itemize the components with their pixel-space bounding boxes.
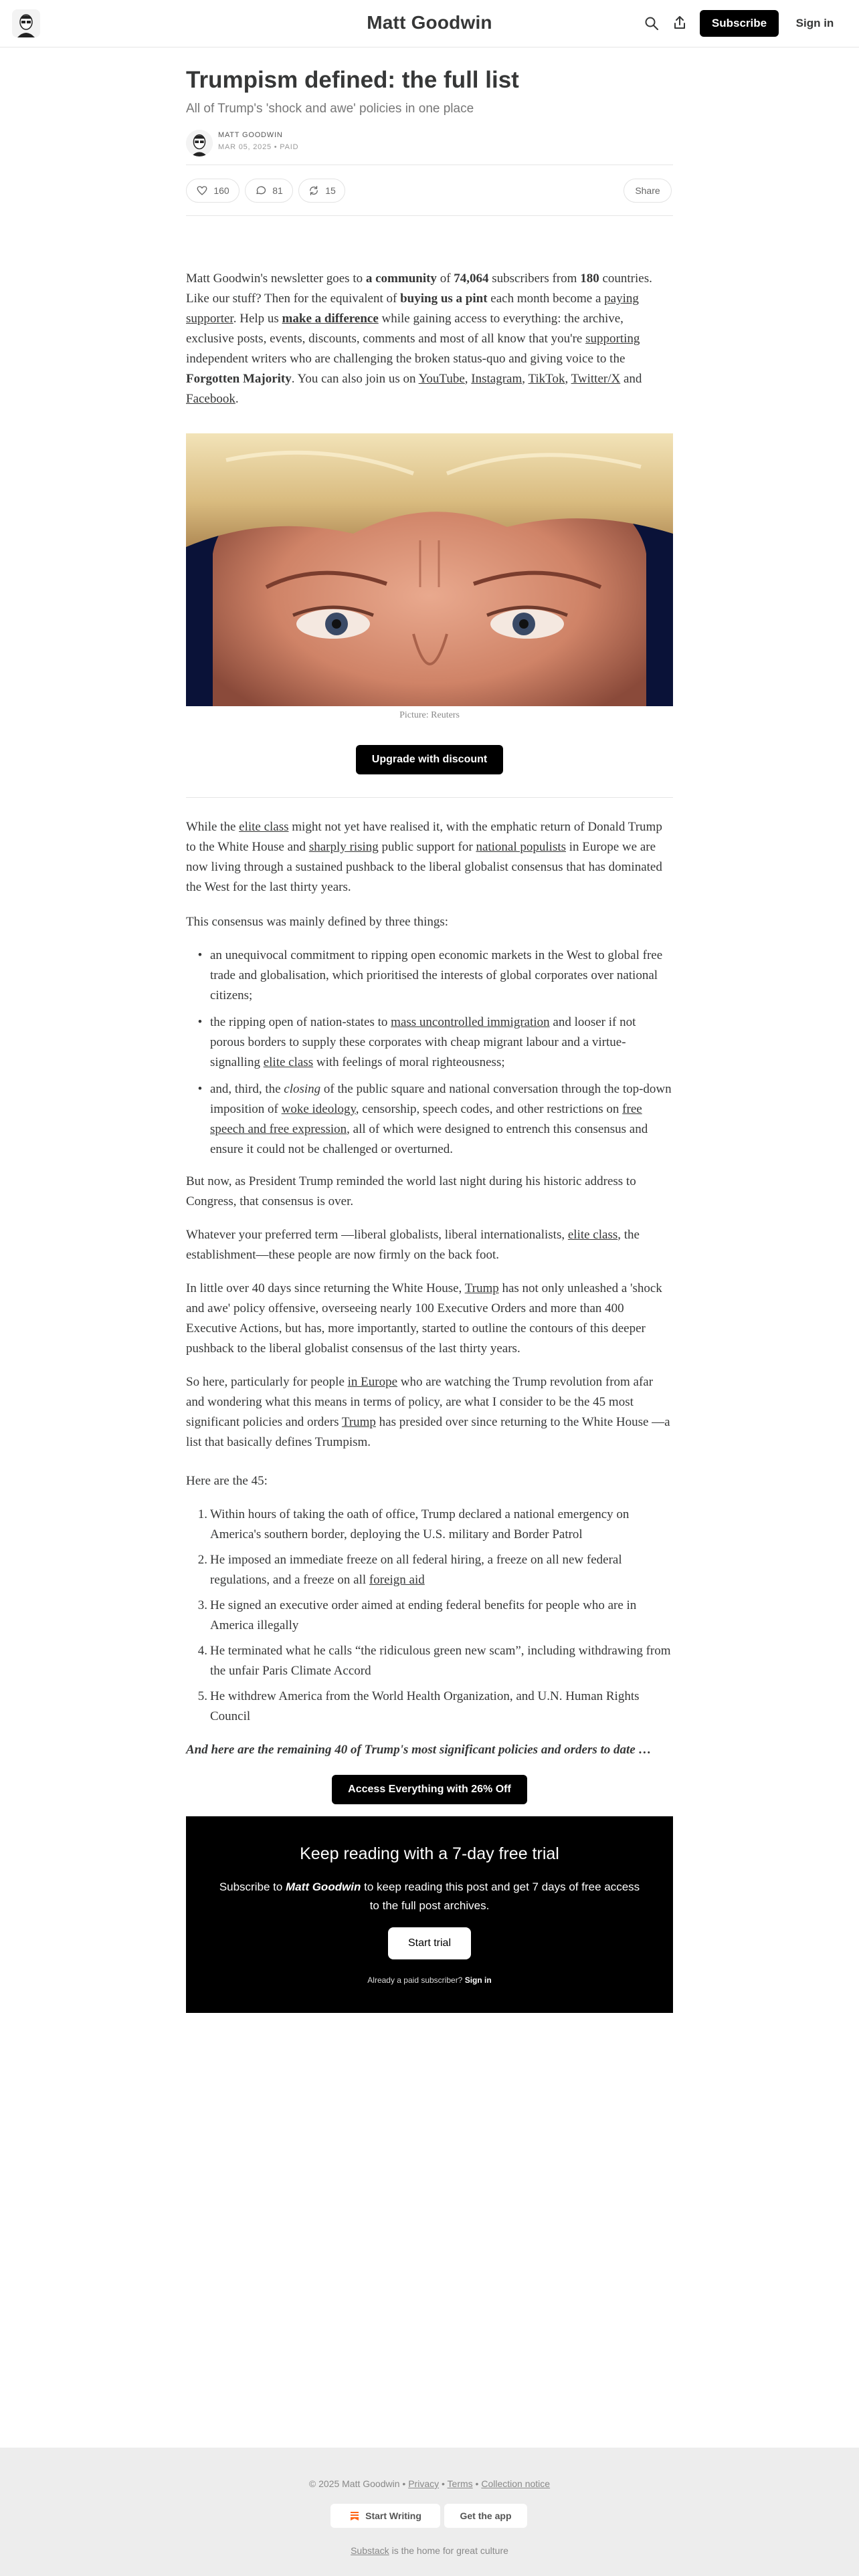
in-europe-link[interactable]: in Europe <box>347 1375 398 1389</box>
woke-ideology-link[interactable]: woke ideology <box>281 1102 356 1116</box>
share-label: Share <box>635 185 660 196</box>
body-divider <box>186 797 673 798</box>
paywall-box <box>186 1816 673 2013</box>
image-caption: Picture: Reuters <box>399 710 460 720</box>
instagram-link[interactable]: Instagram <box>471 372 522 386</box>
list-number: 5. <box>197 1689 207 1703</box>
paying-supporter-link[interactable]: paying supporter <box>186 292 639 326</box>
start-trial-button[interactable]: Start trial <box>388 1927 471 1959</box>
header-divider-bottom <box>186 215 673 216</box>
numbered-item-2: He imposed an immediate freeze on all federal hiring, a freeze on all new federal regulations, and a freeze on all foreign aid <box>210 1553 622 1587</box>
share-icon[interactable] <box>672 15 688 31</box>
tiktok-link[interactable]: TikTok <box>528 372 565 386</box>
body-paragraph-7: Here are the 45: <box>186 1474 268 1488</box>
privacy-link[interactable]: Privacy <box>408 2478 440 2489</box>
like-button[interactable] <box>186 179 240 203</box>
body-paragraph-3: But now, as President Trump reminded the world last night during his historic address to Congress, that consensus is over. <box>186 1174 636 1208</box>
subscribe-button[interactable]: Subscribe <box>700 10 779 37</box>
like-count: 160 <box>213 185 229 196</box>
footer-tagline: Substack is the home for great culture <box>351 2545 508 2556</box>
numbered-item-4: He terminated what he calls “the ridiculous green new scam”, including withdrawing from the unfair Paris Climate Accord <box>210 1644 671 1678</box>
bullet-marker: • <box>197 1082 203 1096</box>
restack-count: 15 <box>325 185 336 196</box>
paywall-text: Subscribe to Matt Goodwin to keep reading this post and get 7 days of free access to the full post archives. <box>219 1881 640 1912</box>
collection-notice-link[interactable]: Collection notice <box>481 2478 551 2489</box>
get-app-button[interactable]: Get the app <box>444 2504 527 2528</box>
mass-immigration-link[interactable]: mass uncontrolled immigration <box>391 1015 550 1029</box>
twitter-link[interactable]: Twitter/X <box>571 372 621 386</box>
post-date: MAR 05, 2025 • PAID <box>218 143 299 151</box>
share-button[interactable] <box>624 179 672 203</box>
comment-button[interactable] <box>245 179 293 203</box>
bullet-item-3: and, third, the closing of the public square and national conversation through the top-down imposition of woke ideology, censorship, speech codes, and other restrictions on free speech and free expression, all of which were designed to entrench this consensus and ensure it could not be challenged or overturned. <box>210 1082 672 1156</box>
top-nav <box>0 0 859 47</box>
sharply-rising-link[interactable]: sharply rising <box>308 840 379 854</box>
start-writing-button[interactable]: Start Writing <box>330 2504 440 2528</box>
youtube-link[interactable]: YouTube <box>418 372 465 386</box>
body-paragraph-6: So here, particularly for people in Europe who are watching the Trump revolution from afar and wondering what this means in terms of policy, are what I consider to be the 45 most significant policies and orders Trump has presided over since returning to the White House —a list that basically defines Trumpism. <box>186 1375 670 1449</box>
upgrade-discount-button[interactable]: Upgrade with discount <box>356 745 503 774</box>
bullet-marker: • <box>197 948 203 962</box>
bullet-item-2: the ripping open of nation-states to mass uncontrolled immigration and looser if not porous borders to supply these corporates with cheap migrant labour and a virtue-signalling elite class with feelings of moral righteousness; <box>210 1015 636 1069</box>
comment-count: 81 <box>272 185 283 196</box>
author-avatar[interactable] <box>186 130 213 156</box>
paywall-title: Keep reading with a 7-day free trial <box>300 1844 559 1863</box>
foreign-aid-link[interactable]: foreign aid <box>369 1573 425 1587</box>
free-speech-link[interactable]: free speech and free expression <box>210 1102 642 1136</box>
portrait-illustration <box>186 433 673 706</box>
restack-icon <box>308 185 320 197</box>
body-paragraph-2: This consensus was mainly defined by three things: <box>186 915 449 929</box>
restack-button[interactable] <box>298 179 345 203</box>
bullet-item-1: an unequivocal commitment to ripping open economic markets in the West to global free trade and globalisation, which prioritised the interests of global corporates over national citizens; <box>210 948 663 1002</box>
make-a-difference-link[interactable]: make a difference <box>282 312 379 326</box>
paywall-sign-in-link[interactable]: Sign in <box>464 1975 492 1985</box>
elite-class-link[interactable]: elite class <box>239 820 289 834</box>
author-cartoon-icon <box>186 130 213 156</box>
footer <box>0 2448 859 2576</box>
terms-link[interactable]: Terms <box>447 2478 473 2489</box>
numbered-item-5: He withdrew America from the World Health Organization, and U.N. Human Rights Council <box>210 1689 640 1723</box>
elite-class-link[interactable]: elite class <box>567 1228 618 1242</box>
search-icon[interactable] <box>644 15 660 31</box>
post-title: Trumpism defined: the full list <box>186 67 519 93</box>
elite-class-link[interactable]: elite class <box>263 1055 314 1069</box>
hero-image[interactable] <box>186 433 673 706</box>
body-paragraph-8: And here are the remaining 40 of Trump's most significant policies and orders to date … <box>186 1743 652 1757</box>
footer-links: © 2025 Matt Goodwin • Privacy • Terms • Collection notice <box>308 2478 551 2489</box>
trump-link[interactable]: Trump <box>464 1281 499 1295</box>
facebook-link[interactable]: Facebook <box>186 392 235 406</box>
paywall-signin-line: Already a paid subscriber? Sign in <box>367 1975 492 1985</box>
national-populists-link[interactable]: national populists <box>476 840 567 854</box>
numbered-item-1: Within hours of taking the oath of office, Trump declared a national emergency on America's southern border, deploying the U.S. military and Border Patrol <box>210 1507 630 1541</box>
heart-icon <box>196 185 208 197</box>
body-paragraph-4: Whatever your preferred term —liberal globalists, liberal internationalists, elite class, the establishment—these people are now firmly on the back foot. <box>186 1228 640 1262</box>
substack-logo-icon <box>349 2510 360 2521</box>
substack-link[interactable]: Substack <box>351 2545 389 2556</box>
author-name[interactable]: MATT GOODWIN <box>218 131 283 139</box>
post-subtitle: All of Trump's 'shock and awe' policies in one place <box>186 102 474 116</box>
intro-paragraph: Matt Goodwin's newsletter goes to a community of 74,064 subscribers from 180 countries. Like our stuff? Then for the equivalent of buying us a pint each month become a paying supporter. Help us make a difference while gaining access to everything: the archive, exclusive posts, events, discounts, comments and most of all know that you're supporting independent writers who are challenging the broken status-quo and giving voice to the Forgotten Majority. You can also join us on YouTube, Instagram, TikTok, Twitter/X and Facebook. <box>186 272 652 406</box>
trump-link[interactable]: Trump <box>341 1415 376 1429</box>
list-number: 2. <box>197 1553 207 1567</box>
list-number: 1. <box>197 1507 207 1521</box>
sign-in-button[interactable]: Sign in <box>788 10 842 37</box>
access-discount-button[interactable]: Access Everything with 26% Off <box>332 1775 527 1804</box>
bullet-marker: • <box>197 1015 203 1029</box>
list-number: 3. <box>197 1598 207 1612</box>
body-paragraph-1: While the elite class might not yet have realised it, with the emphatic return of Donald Trump to the White House and sharply rising public support for national populists in Europe we are now living through a sustained pushback to the liberal globalist consensus that has dominated the West for the last thirty years. <box>186 820 662 894</box>
publication-title[interactable]: Matt Goodwin <box>367 12 492 33</box>
numbered-item-3: He signed an executive order aimed at ending federal benefits for people who are in America illegally <box>210 1598 637 1632</box>
body-paragraph-5: In little over 40 days since returning the White House, Trump has not only unleashed a 'shock and awe' policy offensive, overseeing nearly 100 Executive Orders and more than 400 Executive Actions, but has, more importantly, started to outline the contours of this deeper pushback to the liberal globalist consensus of the last thirty years. <box>186 1281 662 1356</box>
supporting-link[interactable]: supporting <box>585 332 640 346</box>
comment-icon <box>255 185 267 197</box>
list-number: 4. <box>197 1644 207 1658</box>
